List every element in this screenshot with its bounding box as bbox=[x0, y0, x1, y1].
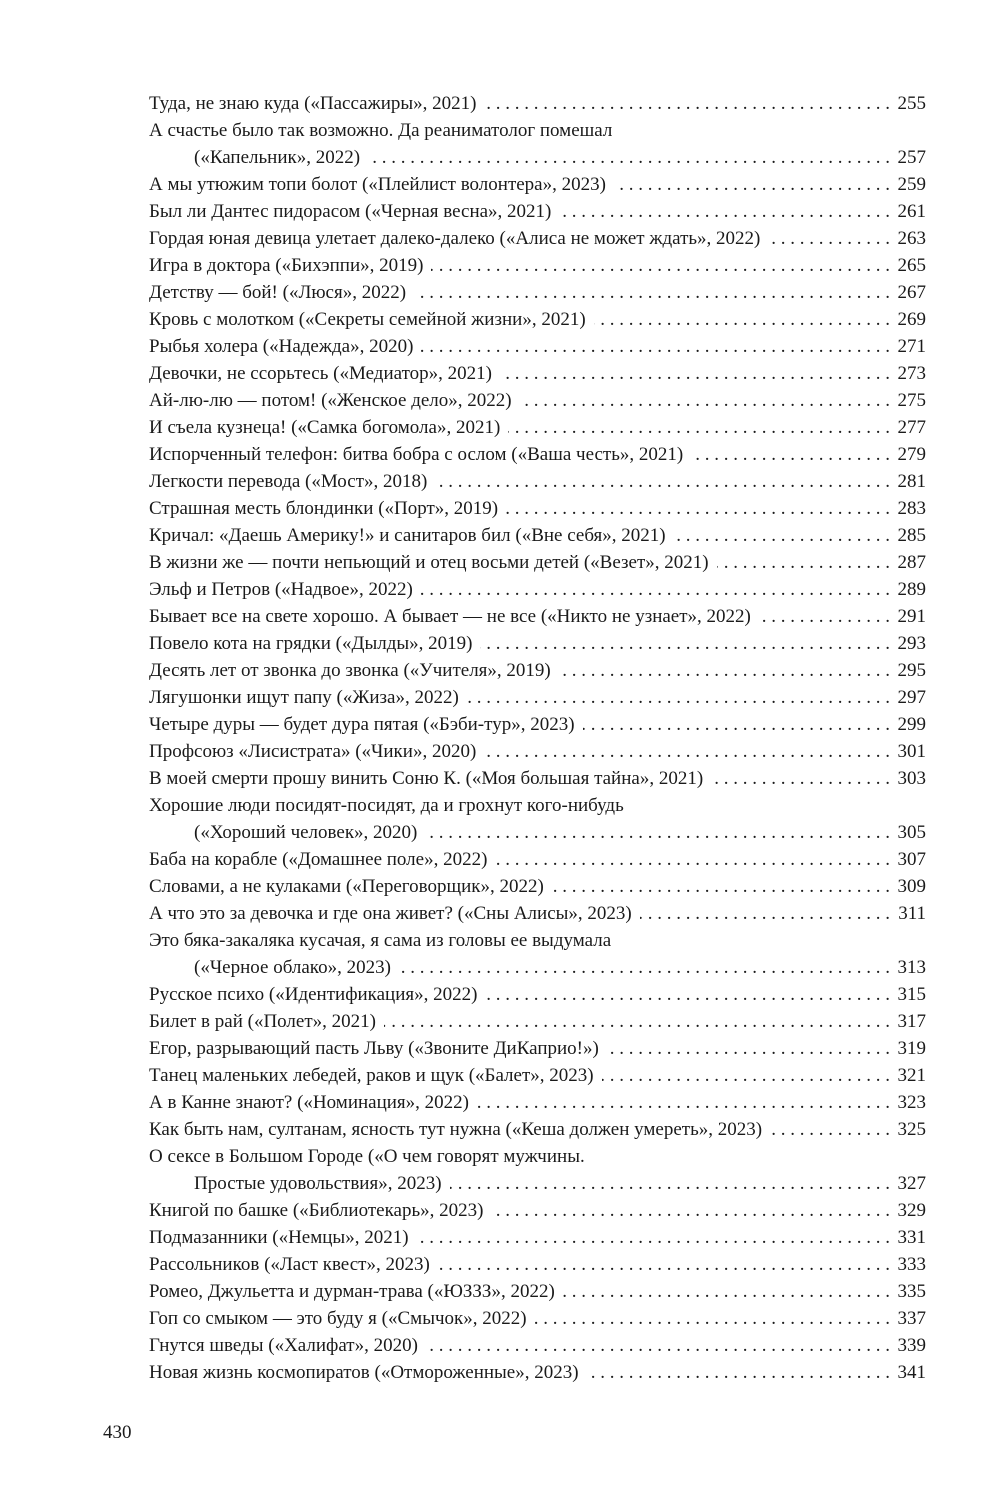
toc-entry-title: Эльф и Петров («Надвое», 2022) bbox=[149, 579, 413, 600]
toc-entry-title: Профсоюз «Лисистрата» («Чики», 2020) bbox=[149, 741, 477, 762]
toc-entry-page: 319 bbox=[897, 1038, 926, 1059]
toc-entry-line bbox=[149, 333, 926, 360]
toc-entry-title: А счастье было так возможно. Да реаниматолог помешал bbox=[149, 120, 613, 141]
toc-entry bbox=[149, 576, 926, 603]
dot-leader bbox=[583, 711, 890, 738]
toc-entry-title: Баба на корабле («Домашнее поле», 2022) bbox=[149, 849, 488, 870]
toc-entry-line bbox=[149, 522, 926, 549]
toc-entry bbox=[149, 549, 926, 576]
toc-entry bbox=[149, 900, 926, 927]
toc-entry-title: («Капельник», 2022) bbox=[194, 147, 361, 168]
toc-entry bbox=[149, 1197, 926, 1224]
toc-entry bbox=[149, 1089, 926, 1116]
dot-leader bbox=[435, 468, 890, 495]
dot-leader bbox=[559, 657, 890, 684]
toc-entry-line bbox=[149, 279, 926, 306]
toc-entry bbox=[149, 90, 926, 117]
toc-entry-title: Ай-лю-лю — потом! («Женское дело», 2022) bbox=[149, 390, 512, 411]
dot-leader bbox=[717, 549, 890, 576]
toc-entry-line bbox=[149, 414, 926, 441]
toc-entry-line bbox=[149, 171, 926, 198]
toc-entry-page: 297 bbox=[897, 687, 926, 708]
toc-entry bbox=[149, 522, 926, 549]
toc-entry-continuation bbox=[149, 144, 926, 171]
toc-entry-page: 341 bbox=[897, 1362, 926, 1383]
toc-entry-line bbox=[149, 873, 926, 900]
dot-leader bbox=[535, 1305, 890, 1332]
dot-leader bbox=[640, 900, 890, 927]
toc-entry bbox=[149, 630, 926, 657]
toc-entry-title: Словами, а не кулаками («Переговорщик», 2022) bbox=[149, 876, 544, 897]
toc-entry-title: Билет в рай («Полет», 2021) bbox=[149, 1011, 376, 1032]
dot-leader bbox=[587, 1359, 890, 1386]
dot-leader bbox=[674, 522, 890, 549]
toc-entry-line bbox=[149, 90, 926, 117]
toc-entry-page: 257 bbox=[897, 147, 926, 168]
toc-entry-page: 261 bbox=[897, 201, 926, 222]
toc-entry bbox=[149, 495, 926, 522]
toc-entry-line bbox=[149, 549, 926, 576]
toc-entry-title: Детству — бой! («Люся», 2022) bbox=[149, 282, 407, 303]
dot-leader bbox=[399, 954, 890, 981]
toc-entry-line bbox=[149, 1332, 926, 1359]
toc-entry-line bbox=[149, 1197, 926, 1224]
toc-entry-title: Десять лет от звонка до звонка («Учителя», 2019) bbox=[149, 660, 551, 681]
toc-entry-title: Подмазанники («Немцы», 2021) bbox=[149, 1227, 409, 1248]
toc-entry-title: И съела кузнеца! («Самка богомола», 2021) bbox=[149, 417, 501, 438]
toc-entry-line bbox=[149, 225, 926, 252]
toc-entry bbox=[149, 468, 926, 495]
table-of-contents bbox=[149, 90, 926, 1386]
toc-entry-title: Туда, не знаю куда («Пассажиры», 2021) bbox=[149, 93, 477, 114]
toc-entry-title: Бывает все на свете хорошо. А бывает — не все («Никто не узнает», 2022) bbox=[149, 606, 751, 627]
dot-leader bbox=[711, 765, 890, 792]
dot-leader bbox=[484, 90, 890, 117]
toc-entry bbox=[149, 171, 926, 198]
dot-leader bbox=[508, 414, 890, 441]
toc-entry-title: Лягушонки ищут папу («Жиза», 2022) bbox=[149, 687, 459, 708]
toc-entry-page: 307 bbox=[897, 849, 926, 870]
toc-entry-page: 317 bbox=[897, 1011, 926, 1032]
toc-entry-line bbox=[149, 387, 926, 414]
toc-entry-line bbox=[149, 1359, 926, 1386]
toc-entry-page: 263 bbox=[897, 228, 926, 249]
toc-entry-page: 291 bbox=[897, 606, 926, 627]
toc-entry-page: 337 bbox=[897, 1308, 926, 1329]
dot-leader bbox=[425, 819, 890, 846]
toc-entry-page: 281 bbox=[897, 471, 926, 492]
toc-entry-page: 289 bbox=[897, 579, 926, 600]
toc-entry-page: 301 bbox=[897, 741, 926, 762]
toc-entry-line bbox=[149, 576, 926, 603]
toc-entry bbox=[149, 441, 926, 468]
toc-entry-page: 255 bbox=[897, 93, 926, 114]
toc-entry-page: 271 bbox=[897, 336, 926, 357]
toc-entry-title: Гордая юная девица улетает далеко-далеко («Алиса не может ждать», 2022) bbox=[149, 228, 761, 249]
dot-leader bbox=[559, 198, 890, 225]
toc-entry bbox=[149, 657, 926, 684]
toc-entry-line bbox=[149, 441, 926, 468]
toc-entry bbox=[149, 117, 926, 171]
toc-entry-title: Книгой по башке («Библиотекарь», 2023) bbox=[149, 1200, 484, 1221]
toc-entry-title: («Черное облако», 2023) bbox=[194, 957, 391, 978]
toc-entry bbox=[149, 981, 926, 1008]
toc-entry-line bbox=[149, 252, 926, 279]
toc-entry-line bbox=[149, 846, 926, 873]
toc-entry-page: 303 bbox=[897, 768, 926, 789]
toc-entry-page: 259 bbox=[897, 174, 926, 195]
toc-entry-line bbox=[149, 765, 926, 792]
toc-entry-line bbox=[149, 1089, 926, 1116]
toc-entry-title: Рыбья холера («Надежда», 2020) bbox=[149, 336, 414, 357]
toc-entry bbox=[149, 765, 926, 792]
toc-entry-page: 279 bbox=[897, 444, 926, 465]
toc-entry-page: 333 bbox=[897, 1254, 926, 1275]
toc-entry-line bbox=[149, 1305, 926, 1332]
toc-entry bbox=[149, 1035, 926, 1062]
toc-entry-line bbox=[149, 117, 926, 144]
toc-entry-title: Гнутся шведы («Халифат», 2020) bbox=[149, 1335, 418, 1356]
dot-leader bbox=[484, 738, 890, 765]
toc-entry-title: Был ли Дантес пидорасом («Черная весна», 2021) bbox=[149, 201, 552, 222]
dot-leader bbox=[552, 873, 890, 900]
toc-entry-line bbox=[149, 792, 926, 819]
toc-entry-title: Кровь с молотком («Секреты семейной жизни», 2021) bbox=[149, 309, 586, 330]
toc-entry-line bbox=[149, 306, 926, 333]
toc-entry bbox=[149, 792, 926, 846]
toc-entry bbox=[149, 360, 926, 387]
dot-leader bbox=[421, 576, 890, 603]
toc-entry-page: 321 bbox=[897, 1065, 926, 1086]
dot-leader bbox=[477, 1089, 890, 1116]
toc-entry-page: 287 bbox=[897, 552, 926, 573]
toc-entry-line bbox=[149, 198, 926, 225]
toc-entry-line bbox=[149, 684, 926, 711]
toc-entry bbox=[149, 1224, 926, 1251]
toc-entry-line bbox=[149, 1116, 926, 1143]
toc-entry bbox=[149, 1008, 926, 1035]
toc-entry-title: Новая жизнь космопиратов («Отмороженные», 2023) bbox=[149, 1362, 579, 1383]
toc-entry-line bbox=[149, 603, 926, 630]
toc-entry bbox=[149, 927, 926, 981]
toc-entry-title: В моей смерти прошу винить Соню К. («Моя большая тайна», 2021) bbox=[149, 768, 704, 789]
toc-entry bbox=[149, 198, 926, 225]
toc-entry-line bbox=[149, 981, 926, 1008]
toc-entry-title: Четыре дуры — будет дура пятая («Бэби-тур», 2023) bbox=[149, 714, 575, 735]
toc-entry-title: («Хороший человек», 2020) bbox=[194, 822, 418, 843]
toc-entry-page: 327 bbox=[897, 1173, 926, 1194]
toc-entry-title: Страшная месть блондинки («Порт», 2019) bbox=[149, 498, 499, 519]
toc-entry-page: 265 bbox=[897, 255, 926, 276]
dot-leader bbox=[594, 306, 890, 333]
toc-entry bbox=[149, 1251, 926, 1278]
toc-entry-line bbox=[149, 900, 926, 927]
toc-entry-title: А в Канне знают? («Номинация», 2022) bbox=[149, 1092, 469, 1113]
toc-entry-title: Русское психо («Идентификация», 2022) bbox=[149, 984, 478, 1005]
toc-entry bbox=[149, 738, 926, 765]
toc-entry-line bbox=[149, 1035, 926, 1062]
toc-entry-line bbox=[149, 360, 926, 387]
toc-entry bbox=[149, 711, 926, 738]
toc-entry-line bbox=[149, 1008, 926, 1035]
toc-entry bbox=[149, 225, 926, 252]
toc-entry-page: 313 bbox=[897, 957, 926, 978]
toc-entry-page: 323 bbox=[897, 1092, 926, 1113]
toc-entry-line bbox=[149, 468, 926, 495]
toc-entry-title: Повело кота на грядки («Дылды», 2019) bbox=[149, 633, 473, 654]
dot-leader bbox=[384, 1008, 890, 1035]
toc-entry-title: Это бяка-закаляка кусачая, я сама из головы ее выдумала bbox=[149, 930, 612, 951]
dot-leader bbox=[467, 684, 890, 711]
toc-entry-page: 325 bbox=[897, 1119, 926, 1140]
dot-leader bbox=[417, 1224, 890, 1251]
toc-entry bbox=[149, 1062, 926, 1089]
toc-entry bbox=[149, 414, 926, 441]
toc-entry-line bbox=[149, 1251, 926, 1278]
toc-entry-page: 267 bbox=[897, 282, 926, 303]
toc-entry bbox=[149, 603, 926, 630]
toc-entry bbox=[149, 1278, 926, 1305]
toc-entry-continuation bbox=[149, 819, 926, 846]
toc-entry-line bbox=[149, 927, 926, 954]
toc-entry bbox=[149, 1143, 926, 1197]
toc-entry-line bbox=[149, 1278, 926, 1305]
dot-leader bbox=[563, 1278, 890, 1305]
dot-leader bbox=[368, 144, 890, 171]
dot-leader bbox=[414, 279, 890, 306]
toc-entry-line bbox=[149, 1224, 926, 1251]
toc-entry bbox=[149, 306, 926, 333]
toc-entry-page: 299 bbox=[897, 714, 926, 735]
toc-entry bbox=[149, 279, 926, 306]
toc-entry-title: Игра в доктора («Бихэппи», 2019) bbox=[149, 255, 424, 276]
toc-entry-title: Легкости перевода («Мост», 2018) bbox=[149, 471, 428, 492]
dot-leader bbox=[602, 1062, 890, 1089]
toc-entry-title: Испорченный телефон: битва бобра с ослом («Ваша честь», 2021) bbox=[149, 444, 684, 465]
dot-leader bbox=[485, 981, 890, 1008]
toc-entry-page: 329 bbox=[897, 1200, 926, 1221]
toc-entry bbox=[149, 846, 926, 873]
toc-entry bbox=[149, 333, 926, 360]
dot-leader bbox=[506, 495, 890, 522]
dot-leader bbox=[614, 171, 890, 198]
toc-entry bbox=[149, 684, 926, 711]
toc-entry-line bbox=[149, 657, 926, 684]
toc-entry-title: В жизни же — почти непьющий и отец восьми детей («Везет», 2021) bbox=[149, 552, 709, 573]
dot-leader bbox=[431, 252, 890, 279]
toc-entry-title: Девочки, не ссорьтесь («Медиатор», 2021) bbox=[149, 363, 492, 384]
toc-entry-title: Танец маленьких лебедей, раков и щук («Балет», 2023) bbox=[149, 1065, 594, 1086]
toc-entry-title: Ромео, Джульетта и дурман-трава («ЮЗЗЗ», 2022) bbox=[149, 1281, 555, 1302]
toc-entry-page: 335 bbox=[897, 1281, 926, 1302]
toc-entry-page: 275 bbox=[897, 390, 926, 411]
toc-entry-page: 309 bbox=[897, 876, 926, 897]
toc-entry bbox=[149, 387, 926, 414]
toc-entry-continuation bbox=[149, 954, 926, 981]
toc-entry-page: 331 bbox=[897, 1227, 926, 1248]
toc-entry-title: Хорошие люди посидят-посидят, да и грохнут кого-нибудь bbox=[149, 795, 624, 816]
dot-leader bbox=[607, 1035, 890, 1062]
toc-entry-page: 295 bbox=[897, 660, 926, 681]
dot-leader bbox=[495, 846, 890, 873]
toc-entry-title: Гоп со смыком — это буду я («Смычок», 2022) bbox=[149, 1308, 527, 1329]
toc-entry-title: Простые удовольствия», 2023) bbox=[194, 1173, 442, 1194]
toc-entry-page: 285 bbox=[897, 525, 926, 546]
toc-entry bbox=[149, 1332, 926, 1359]
toc-entry-page: 273 bbox=[897, 363, 926, 384]
toc-entry-page: 311 bbox=[898, 903, 926, 924]
toc-entry bbox=[149, 1305, 926, 1332]
toc-entry-page: 305 bbox=[897, 822, 926, 843]
page-number: 430 bbox=[103, 1422, 132, 1443]
toc-entry-page: 283 bbox=[897, 498, 926, 519]
toc-entry bbox=[149, 252, 926, 279]
toc-entry-title: Рассольников («Ласт квест», 2023) bbox=[149, 1254, 430, 1275]
toc-entry-title: Кричал: «Даешь Америку!» и санитаров бил («Вне себя», 2021) bbox=[149, 525, 666, 546]
toc-entry-title: А мы утюжим топи болот («Плейлист волонтера», 2023) bbox=[149, 174, 606, 195]
dot-leader bbox=[770, 1116, 890, 1143]
toc-entry-line bbox=[149, 711, 926, 738]
toc-entry-page: 315 bbox=[897, 984, 926, 1005]
toc-entry-line bbox=[149, 495, 926, 522]
toc-entry-page: 339 bbox=[897, 1335, 926, 1356]
dot-leader bbox=[480, 630, 890, 657]
dot-leader bbox=[520, 387, 890, 414]
toc-entry-title: О сексе в Большом Городе («О чем говорят мужчины. bbox=[149, 1146, 585, 1167]
toc-entry bbox=[149, 1359, 926, 1386]
toc-entry-continuation bbox=[149, 1170, 926, 1197]
toc-entry-title: Егор, разрывающий пасть Льву («Звоните ДиКаприо!») bbox=[149, 1038, 599, 1059]
toc-entry bbox=[149, 1116, 926, 1143]
dot-leader bbox=[421, 333, 890, 360]
toc-entry-line bbox=[149, 1062, 926, 1089]
dot-leader bbox=[500, 360, 890, 387]
toc-entry-line bbox=[149, 630, 926, 657]
toc-entry-page: 277 bbox=[897, 417, 926, 438]
dot-leader bbox=[491, 1197, 890, 1224]
toc-entry-line bbox=[149, 738, 926, 765]
toc-entry-line bbox=[149, 1143, 926, 1170]
dot-leader bbox=[426, 1332, 890, 1359]
dot-leader bbox=[450, 1170, 890, 1197]
toc-entry-page: 269 bbox=[897, 309, 926, 330]
toc-entry-title: Как быть нам, султанам, ясность тут нужна («Кеша должен умереть», 2023) bbox=[149, 1119, 763, 1140]
dot-leader bbox=[759, 603, 890, 630]
dot-leader bbox=[438, 1251, 890, 1278]
toc-entry bbox=[149, 873, 926, 900]
dot-leader bbox=[768, 225, 890, 252]
dot-leader bbox=[691, 441, 890, 468]
toc-entry-title: А что это за девочка и где она живет? («Сны Алисы», 2023) bbox=[149, 903, 632, 924]
toc-entry-page: 293 bbox=[897, 633, 926, 654]
